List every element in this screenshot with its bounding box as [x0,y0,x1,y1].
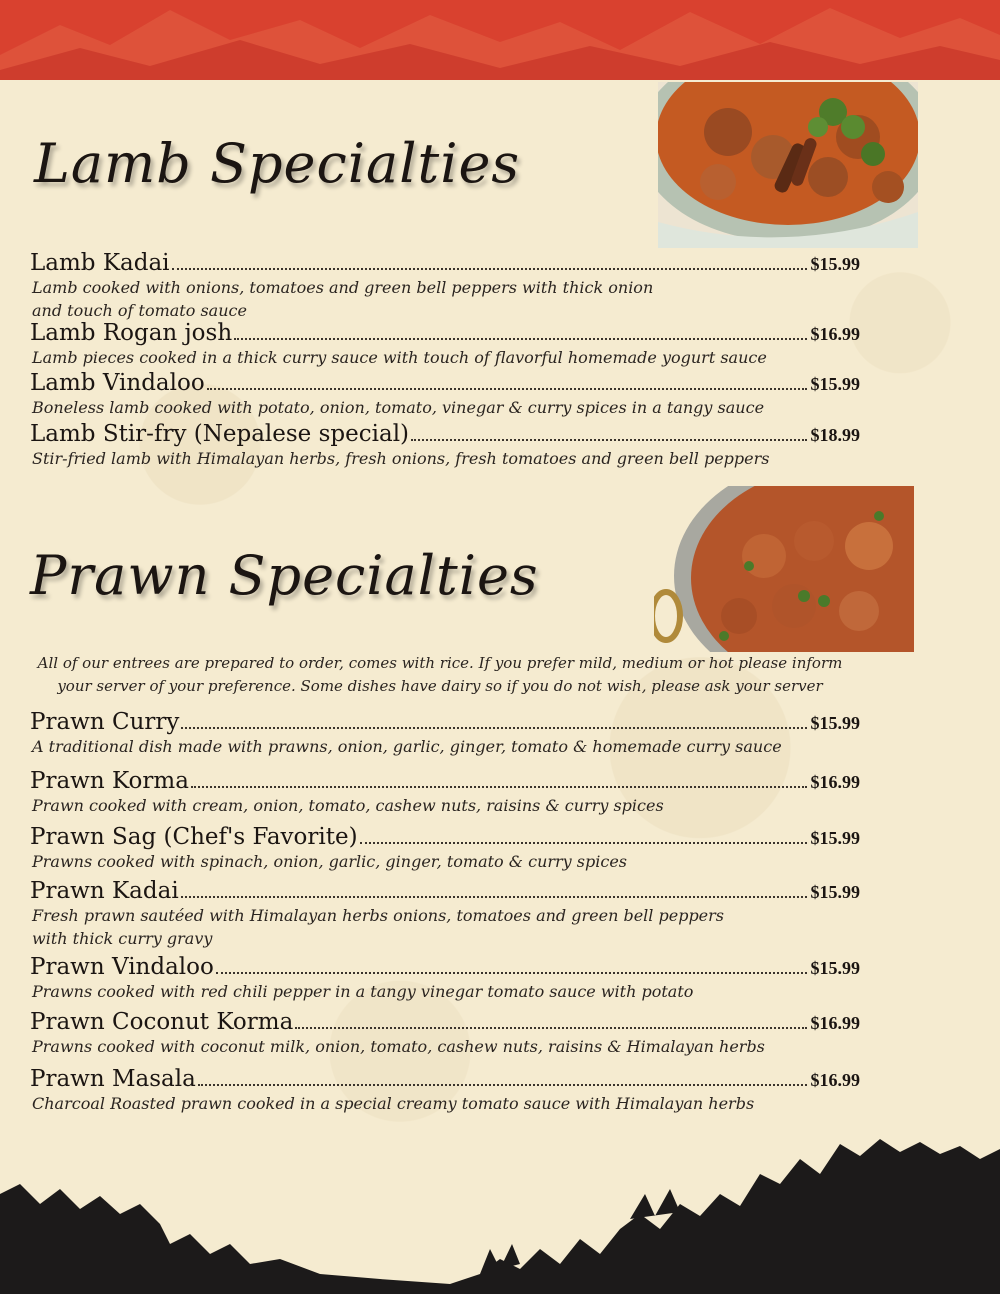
menu-item-prawn-coconut-korma [30,1009,860,1058]
dot-leader [207,388,807,390]
item-description: Stir-fried lamb with Himalayan herbs, fresh onions, fresh tomatoes and green bell peppers [32,449,770,468]
item-name: Prawn Coconut Korma [30,1009,294,1035]
item-name: Prawn Kadai [30,878,179,904]
item-description: Lamb pieces cooked in a thick curry sauce with touch of flavorful homemade yogurt sauce [32,348,767,367]
item-description-continued: and touch of tomato sauce [32,301,247,320]
item-name: Lamb Vindaloo [30,370,205,396]
prawn-intro-note [30,652,850,698]
dot-leader [234,338,806,340]
item-price: $16.99 [810,324,860,344]
item-description: Charcoal Roasted prawn cooked in a special creamy tomato sauce with Himalayan herbs [32,1094,755,1113]
item-name: Lamb Stir-fry (Nepalese special) [30,421,410,447]
menu-item-lamb-stir-fry [30,421,860,470]
item-price: $16.99 [810,1070,860,1090]
item-name: Prawn Vindaloo [30,954,214,980]
menu-item-lamb-vindaloo [30,370,860,419]
menu-item-lamb-kadai [30,250,860,322]
item-name: Prawn Masala [30,1066,196,1092]
menu-item-prawn-kadai [30,878,860,950]
item-price: $15.99 [810,254,860,274]
dot-leader [198,1084,807,1086]
menu-item-prawn-vindaloo [30,954,860,1003]
item-name: Prawn Curry [30,709,180,735]
lamb-section-title: Lamb Specialties [34,132,521,195]
item-name: Lamb Rogan josh [30,320,233,346]
dot-leader [181,727,806,729]
menu-item-prawn-curry [30,709,860,758]
dot-leader [216,972,807,974]
menu-item-prawn-sag [30,824,860,873]
menu-item-prawn-korma [30,768,860,817]
item-price: $15.99 [810,374,860,394]
item-price: $15.99 [810,882,860,902]
item-description: Prawns cooked with red chili pepper in a tangy vinegar tomato sauce with potato [32,982,694,1001]
lamb-curry-photo [658,82,918,248]
item-description: A traditional dish made with prawns, onion, garlic, ginger, tomato & homemade curry sauce [32,737,782,756]
dot-leader [360,842,807,844]
item-price: $15.99 [810,958,860,978]
item-price: $15.99 [810,828,860,848]
prawn-curry-photo [654,486,914,652]
item-description: Fresh prawn sautéed with Himalayan herbs onions, tomatoes and green bell peppers [32,906,725,925]
intro-line-2: your server of your preference. Some dishes have dairy so if you do not wish, please ask your server [57,677,823,695]
item-price: $18.99 [810,425,860,445]
item-price: $16.99 [810,772,860,792]
prawn-section-title: Prawn Specialties [30,544,539,607]
item-description: Prawns cooked with spinach, onion, garlic, ginger, tomato & curry spices [32,852,627,871]
dot-leader [411,439,806,441]
intro-line-1: All of our entrees are prepared to order, comes with rice. If you prefer mild, medium or hot please inform [37,654,843,672]
item-price: $15.99 [810,713,860,733]
menu-item-prawn-masala [30,1066,860,1115]
item-description-continued: with thick curry gravy [32,929,213,948]
item-price: $16.99 [810,1013,860,1033]
item-description: Boneless lamb cooked with potato, onion, tomato, vinegar & curry spices in a tangy sauce [32,398,765,417]
item-name: Prawn Korma [30,768,189,794]
top-mountain-banner [0,0,1000,80]
dot-leader [191,786,807,788]
item-name: Prawn Sag (Chef's Favorite) [30,824,358,850]
dot-leader [295,1027,806,1029]
item-description: Prawn cooked with cream, onion, tomato, cashew nuts, raisins & curry spices [32,796,664,815]
item-description: Prawns cooked with coconut milk, onion, tomato, cashew nuts, raisins & Himalayan herbs [32,1037,765,1056]
item-name: Lamb Kadai [30,250,170,276]
menu-item-lamb-rogan-josh [30,320,860,369]
dot-leader [172,268,807,270]
bottom-foliage-silhouette [0,1134,1000,1294]
dot-leader [181,896,807,898]
item-description: Lamb cooked with onions, tomatoes and green bell peppers with thick onion [32,278,654,297]
